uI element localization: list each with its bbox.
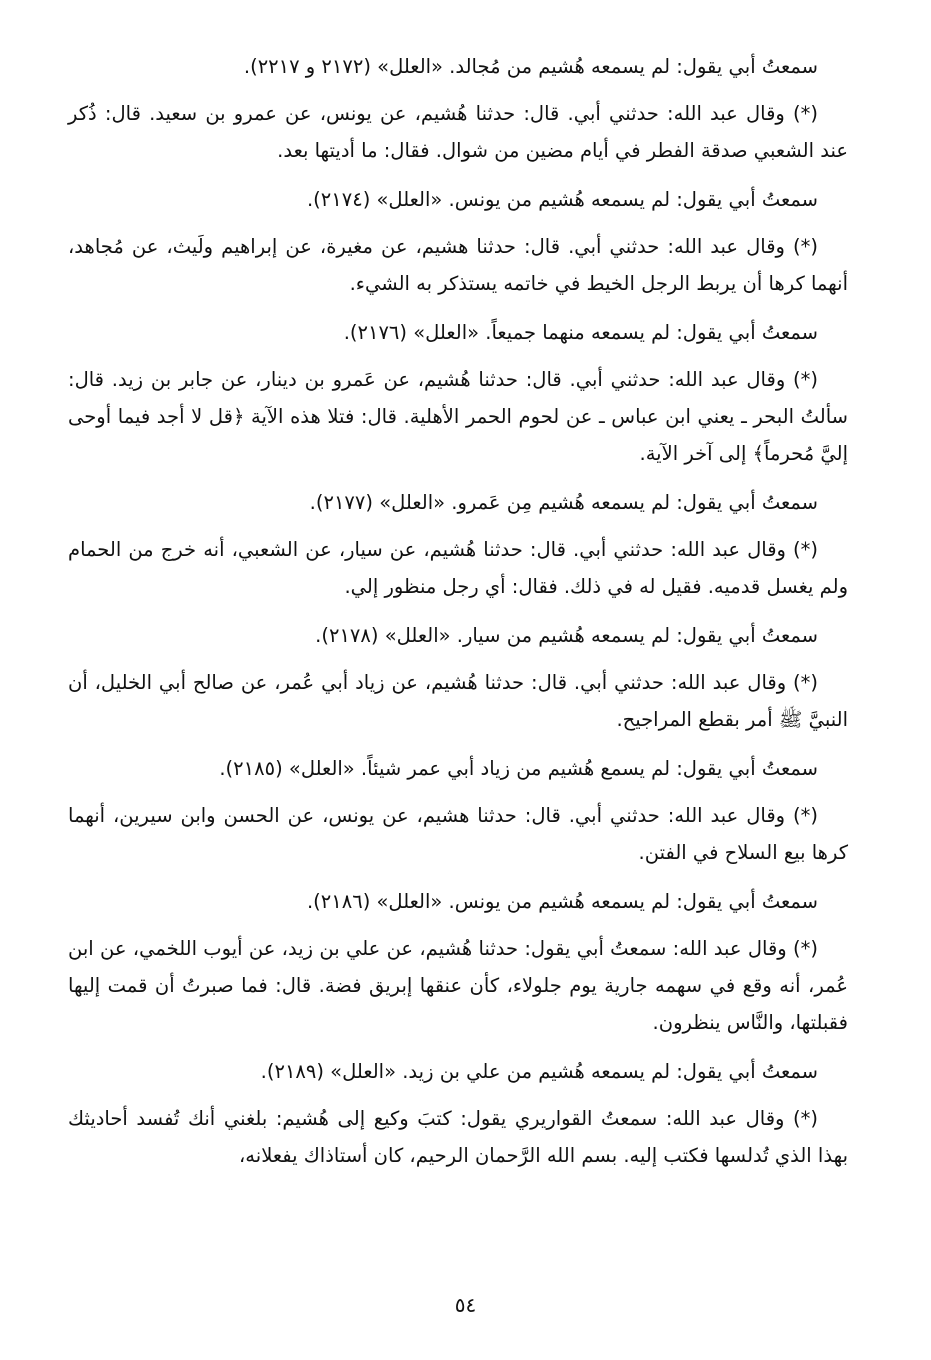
paragraph: سمعتُ أبي يقول: لم يسمعه هُشيم من مُجالد. «العلل» (٢١٧٢ و ٢٢١٧). [243, 55, 818, 78]
paragraph: (*) وقال عبد الله: حدثني أبي. قال: حدثنا هشيم، عن مغيرة، عن إبراهيم ولَيث، عن مُجاهد، أنهما كرها أن يربط الرجل الخيط في خاتمه يستذكر به الشيء. [68, 235, 848, 295]
paragraph: (*) وقال عبد الله: سمعتُ أبي يقول: حدثنا هُشيم، عن علي بن زيد، عن أيوب اللخمي، عن ابن عُمر، أنه وقع في سهمه جارية يوم جلولاء، كأن عنقها إبريق فضة. قال: فما صبرتُ أن قمت إليها فقبلتها، والنَّاس ينظرون. [68, 937, 848, 1034]
paragraph: (*) وقال عبد الله: حدثني أبي. قال: حدثنا هشيم، عن يونس، عن الحسن وابن سيرين، أنهما كرها بيع السلاح في الفتن. [68, 804, 848, 864]
paragraph: (*) وقال عبد الله: حدثني أبي. قال: حدثنا هُشيم، عن سيار، عن الشعبي، أنه خرج من الحمام ولم يغسل قدميه. فقيل له في ذلك. فقال: أي رجل منظور إلي. [68, 538, 848, 598]
paragraph: سمعتُ أبي يقول: لم يسمعه منهما جميعاً. «العلل» (٢١٧٦). [343, 321, 818, 344]
paragraph: سمعتُ أبي يقول: لم يسمعه هُشيم من علي بن زيد. «العلل» (٢١٨٩). [260, 1060, 818, 1083]
paragraph: (*) وقال عبد الله: حدثني أبي. قال: حدثنا هُشيم، عن عَمرو بن دينار، عن جابر بن زيد. قال: سألتُ البحر ـ يعني ابن عباس ـ عن لحوم الحمر الأهلية. قال: فتلا هذه الآية ﴿قل لا أجد فيما أوحى إليَّ مُحرماً﴾ إلى آخر الآية. [68, 368, 848, 465]
paragraph: سمعتُ أبي يقول: لم يسمعه هُشيم من سيار. «العلل» (٢١٧٨). [315, 624, 818, 647]
page-text [68, 48, 848, 1186]
paragraph: (*) وقال عبد الله: حدثني أبي. قال: حدثنا هُشيم، عن زياد أبي عُمر، عن صالح أبي الخليل، أن النبيَّ ﷺ أمر بقطع المراجيح. [68, 671, 848, 731]
paragraph: سمعتُ أبي يقول: لم يسمعه هُشيم من يونس. «العلل» (٢١٧٤). [306, 188, 818, 211]
paragraph: (*) وقال عبد الله: حدثني أبي. قال: حدثنا هُشيم، عن يونس، عن عمرو بن سعيد. قال: ذُكر عند الشعبي صدقة الفطر في أيام مضين من شوال. فقال: ما أديتها بعد. [68, 102, 848, 162]
paragraph: سمعتُ أبي يقول: لم يسمعه هُشيم من يونس. «العلل» (٢١٨٦). [306, 890, 818, 913]
paragraph: سمعتُ أبي يقول: لم يسمع هُشيم من زياد أبي عمر شيئاً. «العلل» (٢١٨٥). [219, 757, 818, 780]
paragraph: (*) وقال عبد الله: سمعتُ القواريري يقول: كتبَ وكيع إلى هُشيم: بلغني أنك تُفسد أحاديثك بهذا الذي تُدلسها فكتب إليه. بسم الله الرَّحمان الرحيم، كان أستاذاك يفعلانه، [68, 1107, 848, 1167]
page-number: ٥٤ [454, 1293, 477, 1317]
paragraph: سمعتُ أبي يقول: لم يسمعه هُشيم مِن عَمرو. «العلل» (٢١٧٧). [309, 491, 818, 514]
